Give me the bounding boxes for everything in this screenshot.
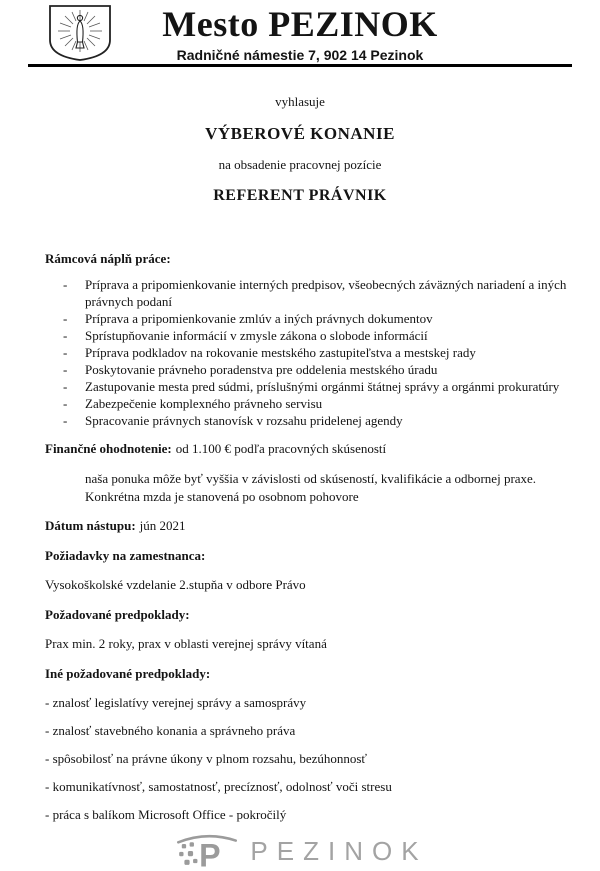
- bullet-dash: -: [63, 310, 68, 326]
- bullet-dash: -: [63, 378, 68, 394]
- prerequisites-heading: Požadované predpoklady:: [45, 607, 190, 623]
- salary-note: [85, 470, 582, 506]
- announce-line: vyhlasuje: [275, 94, 325, 109]
- salary-value: od 1.100 € podľa pracovných skúseností: [175, 440, 387, 456]
- position-title: REFERENT PRÁVNIK: [213, 186, 387, 204]
- city-address: Radničné námestie 7, 902 14 Pezinok: [176, 46, 424, 63]
- list-item: - Sprístupňovanie informácií v zmysle zákona o slobode informácií: [45, 327, 582, 344]
- list-item: - Zastupovanie mesta pred súdmi, príslušnými orgánmi štátnej správy a orgánmi prokuratúry: [45, 378, 582, 395]
- list-item: - Spracovanie právnych stanovísk v rozsahu pridelenej agendy: [45, 412, 582, 429]
- document-header: [0, 0, 600, 68]
- start-date-value: jún 2021: [139, 518, 186, 534]
- procedure-title: VÝBEROVÉ KONANIE: [205, 123, 395, 143]
- bullet-dash: -: [63, 395, 68, 411]
- pezinok-logo-icon: [172, 831, 242, 871]
- bullet-dash: -: [63, 344, 68, 360]
- list-item: - spôsobilosť na právne úkony v plnom rozsahu, bezúhonnosť: [45, 750, 367, 766]
- salary-note-line2: Konkrétna mzda je stanovená po osobnom pohovore: [85, 489, 359, 505]
- scope-list: [45, 276, 582, 429]
- list-item: - znalosť legislatívy verejnej správy a samosprávy: [45, 694, 307, 710]
- header-divider: [28, 64, 572, 67]
- salary-line: [45, 441, 582, 458]
- other-prerequisites-heading: Iné požadované predpoklady:: [45, 665, 211, 681]
- footer-logo-text: PEZINOK: [250, 835, 428, 866]
- bullet-dash: -: [63, 412, 68, 428]
- start-date-label: Dátum nástupu:: [45, 518, 136, 534]
- requirements-text: Vysokoškolské vzdelanie 2.stupňa v odbore Právo: [45, 577, 306, 593]
- intro-block: [0, 94, 600, 207]
- salary-label: Finančné ohodnotenie:: [45, 440, 172, 456]
- start-date-line: [45, 518, 582, 535]
- for-position-line: na obsadenie pracovnej pozície: [218, 156, 382, 172]
- salary-note-line1: naša ponuka môže byť vyššia v závislosti od skúseností, kvalifikácie a odbornej praxe.: [85, 471, 537, 487]
- list-item: - Príprava a pripomienkovanie interných predpisov, všeobecných záväzných nariadení a iných právnych podaní: [45, 276, 582, 310]
- list-item: - Príprava a pripomienkovanie zmlúv a iných právnych dokumentov: [45, 310, 582, 327]
- svg-text:P: P: [199, 837, 222, 871]
- prerequisites-text: Prax min. 2 roky, prax v oblasti verejnej správy vítaná: [45, 636, 327, 652]
- list-item: - komunikatívnosť, samostatnosť, precíznosť, odolnosť voči stresu: [45, 778, 392, 794]
- list-item: - znalosť stavebného konania a správneho práva: [45, 722, 296, 738]
- scope-heading: Rámcová náplň práce:: [45, 250, 171, 266]
- list-item: - práca s balíkom Microsoft Office - pokročilý: [45, 806, 287, 822]
- footer: [0, 831, 600, 871]
- list-item: - Zabezpečenie komplexného právneho servisu: [45, 395, 582, 412]
- requirements-heading: Požiadavky na zamestnanca:: [45, 548, 206, 564]
- list-item: - Poskytovanie právneho poradenstva pre oddelenia mestského úradu: [45, 361, 582, 378]
- bullet-dash: -: [63, 361, 68, 377]
- city-title: Mesto PEZINOK: [162, 4, 438, 44]
- list-item: - Príprava podkladov na rokovanie mestského zastupiteľstva a mestskej rady: [45, 344, 582, 361]
- bullet-dash: -: [63, 327, 68, 343]
- document-body: [0, 251, 600, 823]
- bullet-dash: -: [63, 276, 68, 292]
